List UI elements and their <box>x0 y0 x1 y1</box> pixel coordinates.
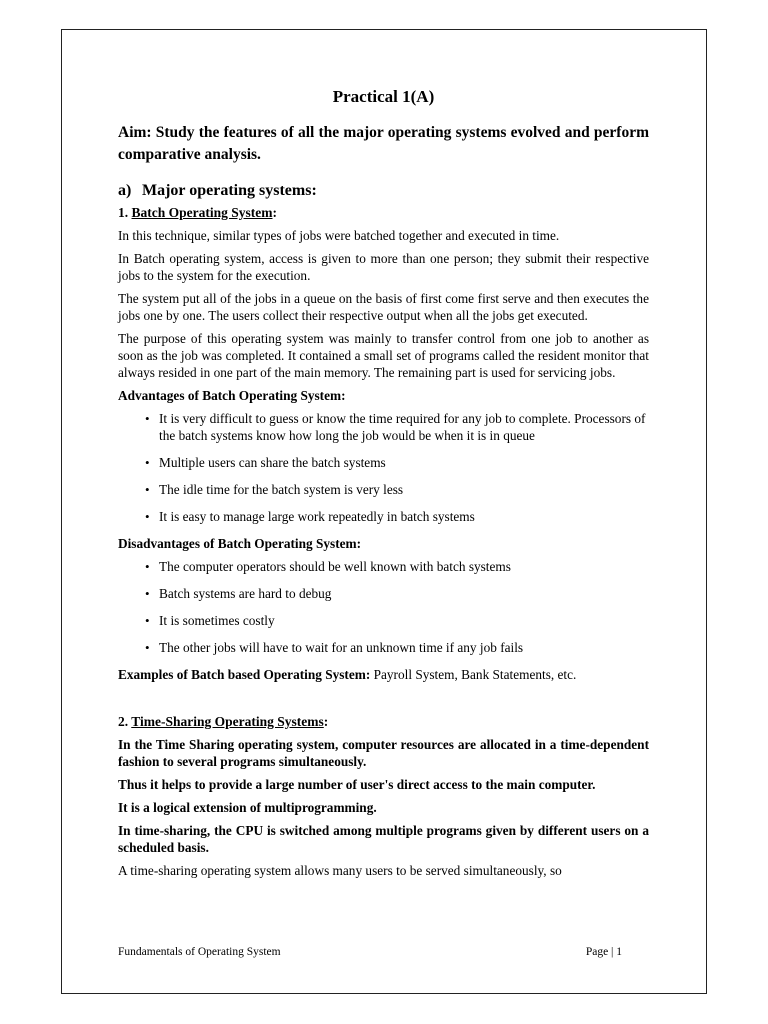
disadvantages-list <box>118 558 649 656</box>
batch-paragraph: The system put all of the jobs in a queue on the basis of first come first serve and then executes the jobs one by one. The users collect their respective output when all the jobs get executed. <box>118 291 649 323</box>
timesharing-heading <box>118 713 649 731</box>
bullet-icon: • <box>145 455 150 470</box>
list-item-text: It is sometimes costly <box>159 613 275 628</box>
list-item-text: The other jobs will have to wait for an unknown time if any job fails <box>159 640 524 655</box>
list-item-text: Multiple users can share the batch systems <box>159 455 386 470</box>
advantages-list <box>118 410 649 525</box>
bullet-icon: • <box>145 559 150 574</box>
list-item <box>118 639 649 656</box>
batch-paragraph: The purpose of this operating system was mainly to transfer control from one job to another as soon as the job was completed. It contained a small set of programs called the resident monitor that always resided in one part of the main memory. The remaining part is used for servicing jobs. <box>118 331 649 380</box>
timesharing-bold-paragraph: In the Time Sharing operating system, computer resources are allocated in a time-dependent fashion to several programs simultaneously. <box>118 737 649 769</box>
bullet-icon: • <box>145 482 150 497</box>
timesharing-heading-num: 2. <box>118 714 129 729</box>
batch-heading-colon: : <box>272 205 277 220</box>
timesharing-bold-paragraph: It is a logical extension of multiprogramming. <box>118 800 377 815</box>
timesharing-heading-text: Time-Sharing Operating Systems <box>131 714 324 729</box>
bullet-icon: • <box>145 613 150 628</box>
batch-heading-text: Batch Operating System <box>131 205 273 220</box>
list-item <box>118 410 649 444</box>
footer-course-title: Fundamentals of Operating System <box>118 946 281 958</box>
batch-paragraph: In this technique, similar types of jobs were batched together and executed in time. <box>118 228 560 243</box>
page-title: Practical 1(A) <box>332 87 435 106</box>
footer-page-number: Page | 1 <box>585 946 622 958</box>
disadvantages-heading: Disadvantages of Batch Operating System: <box>118 536 362 551</box>
section-a-title: Major operating systems: <box>142 182 317 199</box>
bullet-icon: • <box>145 586 150 601</box>
list-item <box>118 481 649 498</box>
list-item-text: Batch systems are hard to debug <box>159 586 332 601</box>
document-body <box>118 86 649 885</box>
list-item-text: It is easy to manage large work repeatedly in batch systems <box>159 509 475 524</box>
batch-heading-num: 1. <box>118 205 129 220</box>
list-item <box>118 454 649 471</box>
batch-heading <box>118 204 649 222</box>
examples-text: Payroll System, Bank Statements, etc. <box>370 667 577 682</box>
timesharing-bold-paragraph: In time-sharing, the CPU is switched among multiple programs given by different users on a scheduled basis. <box>118 823 649 855</box>
list-item <box>118 585 649 602</box>
list-item-text: The idle time for the batch system is very less <box>159 482 404 497</box>
aim-statement: Aim: Study the features of all the major operating systems evolved and perform comparative analysis. <box>118 124 649 163</box>
list-item <box>118 612 649 629</box>
section-a-label: a) <box>118 182 132 199</box>
bullet-icon: • <box>145 640 150 655</box>
timesharing-heading-colon: : <box>323 714 329 729</box>
advantages-heading: Advantages of Batch Operating System: <box>118 388 346 403</box>
list-item <box>118 558 649 575</box>
bullet-icon: • <box>145 509 150 524</box>
timesharing-bold-paragraph: Thus it helps to provide a large number of user's direct access to the main computer. <box>118 777 596 792</box>
section-a-heading <box>118 180 649 202</box>
batch-paragraph: In Batch operating system, access is given to more than one person; they submit their respective jobs to the system for the execution. <box>118 251 649 283</box>
examples-line <box>118 666 649 683</box>
examples-label: Examples of Batch based Operating System: <box>118 667 371 682</box>
list-item-text: It is very difficult to guess or know the time required for any job to complete. Processors of the batch systems know how long the job would be when it is in queue <box>159 411 646 443</box>
timesharing-paragraph: A time-sharing operating system allows many users to be served simultaneously, so <box>118 863 562 878</box>
list-item-text: The computer operators should be well known with batch systems <box>159 559 511 574</box>
bullet-icon: • <box>145 411 150 426</box>
list-item <box>118 508 649 525</box>
